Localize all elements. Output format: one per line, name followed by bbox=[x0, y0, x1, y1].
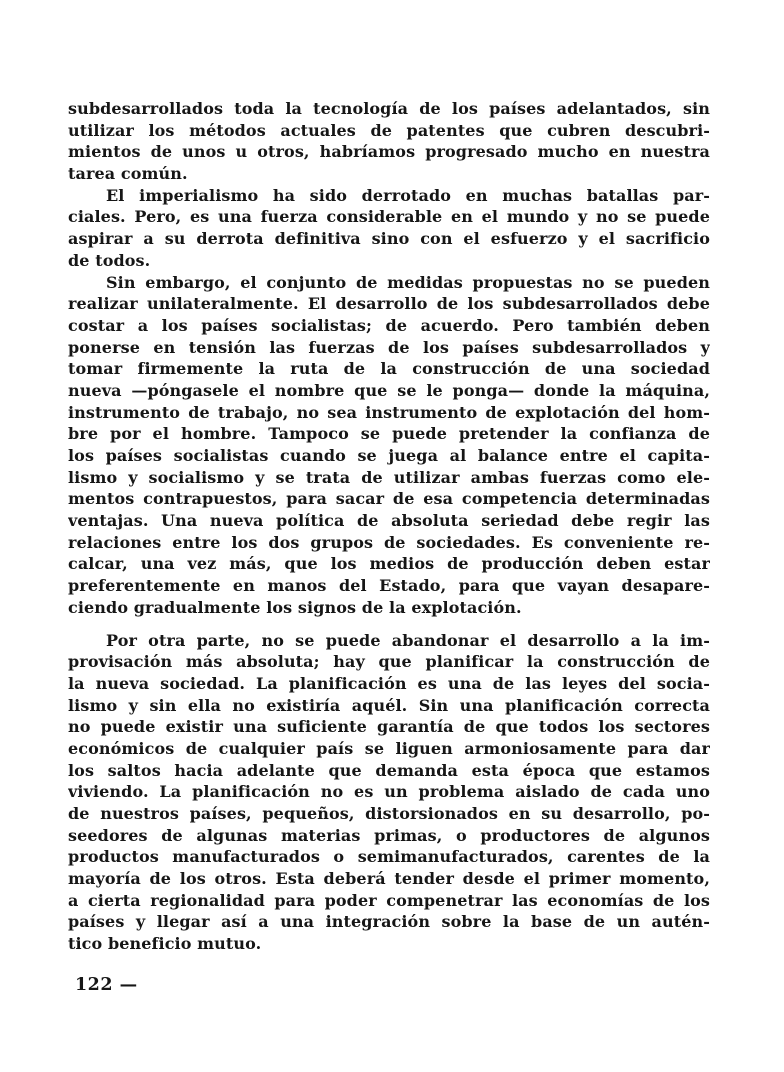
text-line: tarea común. bbox=[68, 164, 188, 184]
text-line: El imperialismo ha sido derrotado en muchas batallas par- bbox=[106, 185, 710, 205]
text-line: productos manufacturados o semimanufacturados, carentes de la bbox=[68, 847, 710, 867]
text-line: Por otra parte, no se puede abandonar el desarrollo a la im- bbox=[106, 630, 710, 650]
text-line: provisación más absoluta; hay que planificar la construcción de bbox=[68, 652, 710, 672]
text-line: instrumento de trabajo, no sea instrumento de explotación del hom- bbox=[68, 402, 710, 422]
body-text-block bbox=[68, 98, 710, 955]
text-line: ciales. Pero, es una fuerza considerable en el mundo y no se puede bbox=[68, 207, 710, 227]
paragraph bbox=[68, 272, 710, 619]
page-number: 122 — bbox=[75, 975, 138, 995]
text-line: realizar unilateralmente. El desarrollo de los subdesarrollados debe bbox=[68, 294, 710, 314]
text-line: relaciones entre los dos grupos de sociedades. Es conveniente re- bbox=[68, 532, 710, 552]
paragraph bbox=[68, 630, 710, 955]
text-line: de nuestros países, pequeños, distorsionados en su desarrollo, po- bbox=[68, 804, 710, 823]
text-line: los saltos hacia adelante que demanda esta época que estamos bbox=[68, 760, 710, 780]
text-line: ciendo gradualmente los signos de la explotación. bbox=[68, 597, 522, 617]
text-line: lismo y socialismo y se trata de utilizar ambas fuerzas como ele- bbox=[68, 467, 710, 487]
text-line: nueva —póngasele el nombre que se le ponga— donde la máquina, bbox=[68, 380, 710, 400]
text-line: de todos. bbox=[68, 250, 151, 270]
text-line: la nueva sociedad. La planificación es una de las leyes del socia- bbox=[68, 673, 710, 693]
text-line: preferentemente en manos del Estado, para que vayan desapare- bbox=[68, 576, 710, 596]
text-line: ponerse en tensión las fuerzas de los países subdesarrollados y bbox=[68, 337, 710, 357]
paragraph bbox=[68, 185, 710, 272]
text-line: aspirar a su derrota definitiva sino con el esfuerzo y el sacrificio bbox=[68, 229, 710, 249]
text-line: mentos contrapuestos, para sacar de esa competencia determinadas bbox=[68, 489, 710, 509]
text-line: bre por el hombre. Tampoco se puede pretender la confianza de bbox=[68, 424, 710, 444]
text-line: países y llegar así a una integración sobre la base de un autén- bbox=[68, 912, 710, 932]
paragraph bbox=[68, 98, 710, 185]
text-line: tomar firmemente la ruta de la construcción de una sociedad bbox=[68, 359, 710, 379]
text-line: lismo y sin ella no existiría aquél. Sin una planificación correcta bbox=[68, 695, 710, 715]
text-line: no puede existir una suficiente garantía de que todos los sectores bbox=[68, 717, 710, 737]
text-line: ventajas. Una nueva política de absoluta seriedad debe regir las bbox=[68, 511, 710, 531]
text-line: Sin embargo, el conjunto de medidas propuestas no se pueden bbox=[106, 272, 710, 292]
text-line: mientos de unos u otros, habríamos progresado mucho en nuestra bbox=[68, 142, 710, 162]
text-line: viviendo. La planificación no es un problema aislado de cada uno bbox=[68, 782, 710, 802]
text-line: utilizar los métodos actuales de patentes que cubren descubri- bbox=[68, 120, 710, 140]
text-line: a cierta regionalidad para poder compenetrar las economías de los bbox=[68, 890, 710, 910]
text-line: mayoría de los otros. Esta deberá tender desde el primer momento, bbox=[68, 869, 710, 889]
text-line: económicos de cualquier país se liguen armoniosamente para dar bbox=[68, 738, 710, 758]
text-line: tico beneficio mutuo. bbox=[68, 934, 262, 954]
text-line: los países socialistas cuando se juega al balance entre el capita- bbox=[68, 446, 710, 465]
text-line: costar a los países socialistas; de acuerdo. Pero también deben bbox=[68, 315, 710, 335]
text-line: seedores de algunas materias primas, o productores de algunos bbox=[68, 825, 710, 845]
text-line: calcar, una vez más, que los medios de producción deben estar bbox=[68, 554, 710, 574]
text-line: subdesarrollados toda la tecnología de los países adelantados, sin bbox=[68, 99, 710, 118]
